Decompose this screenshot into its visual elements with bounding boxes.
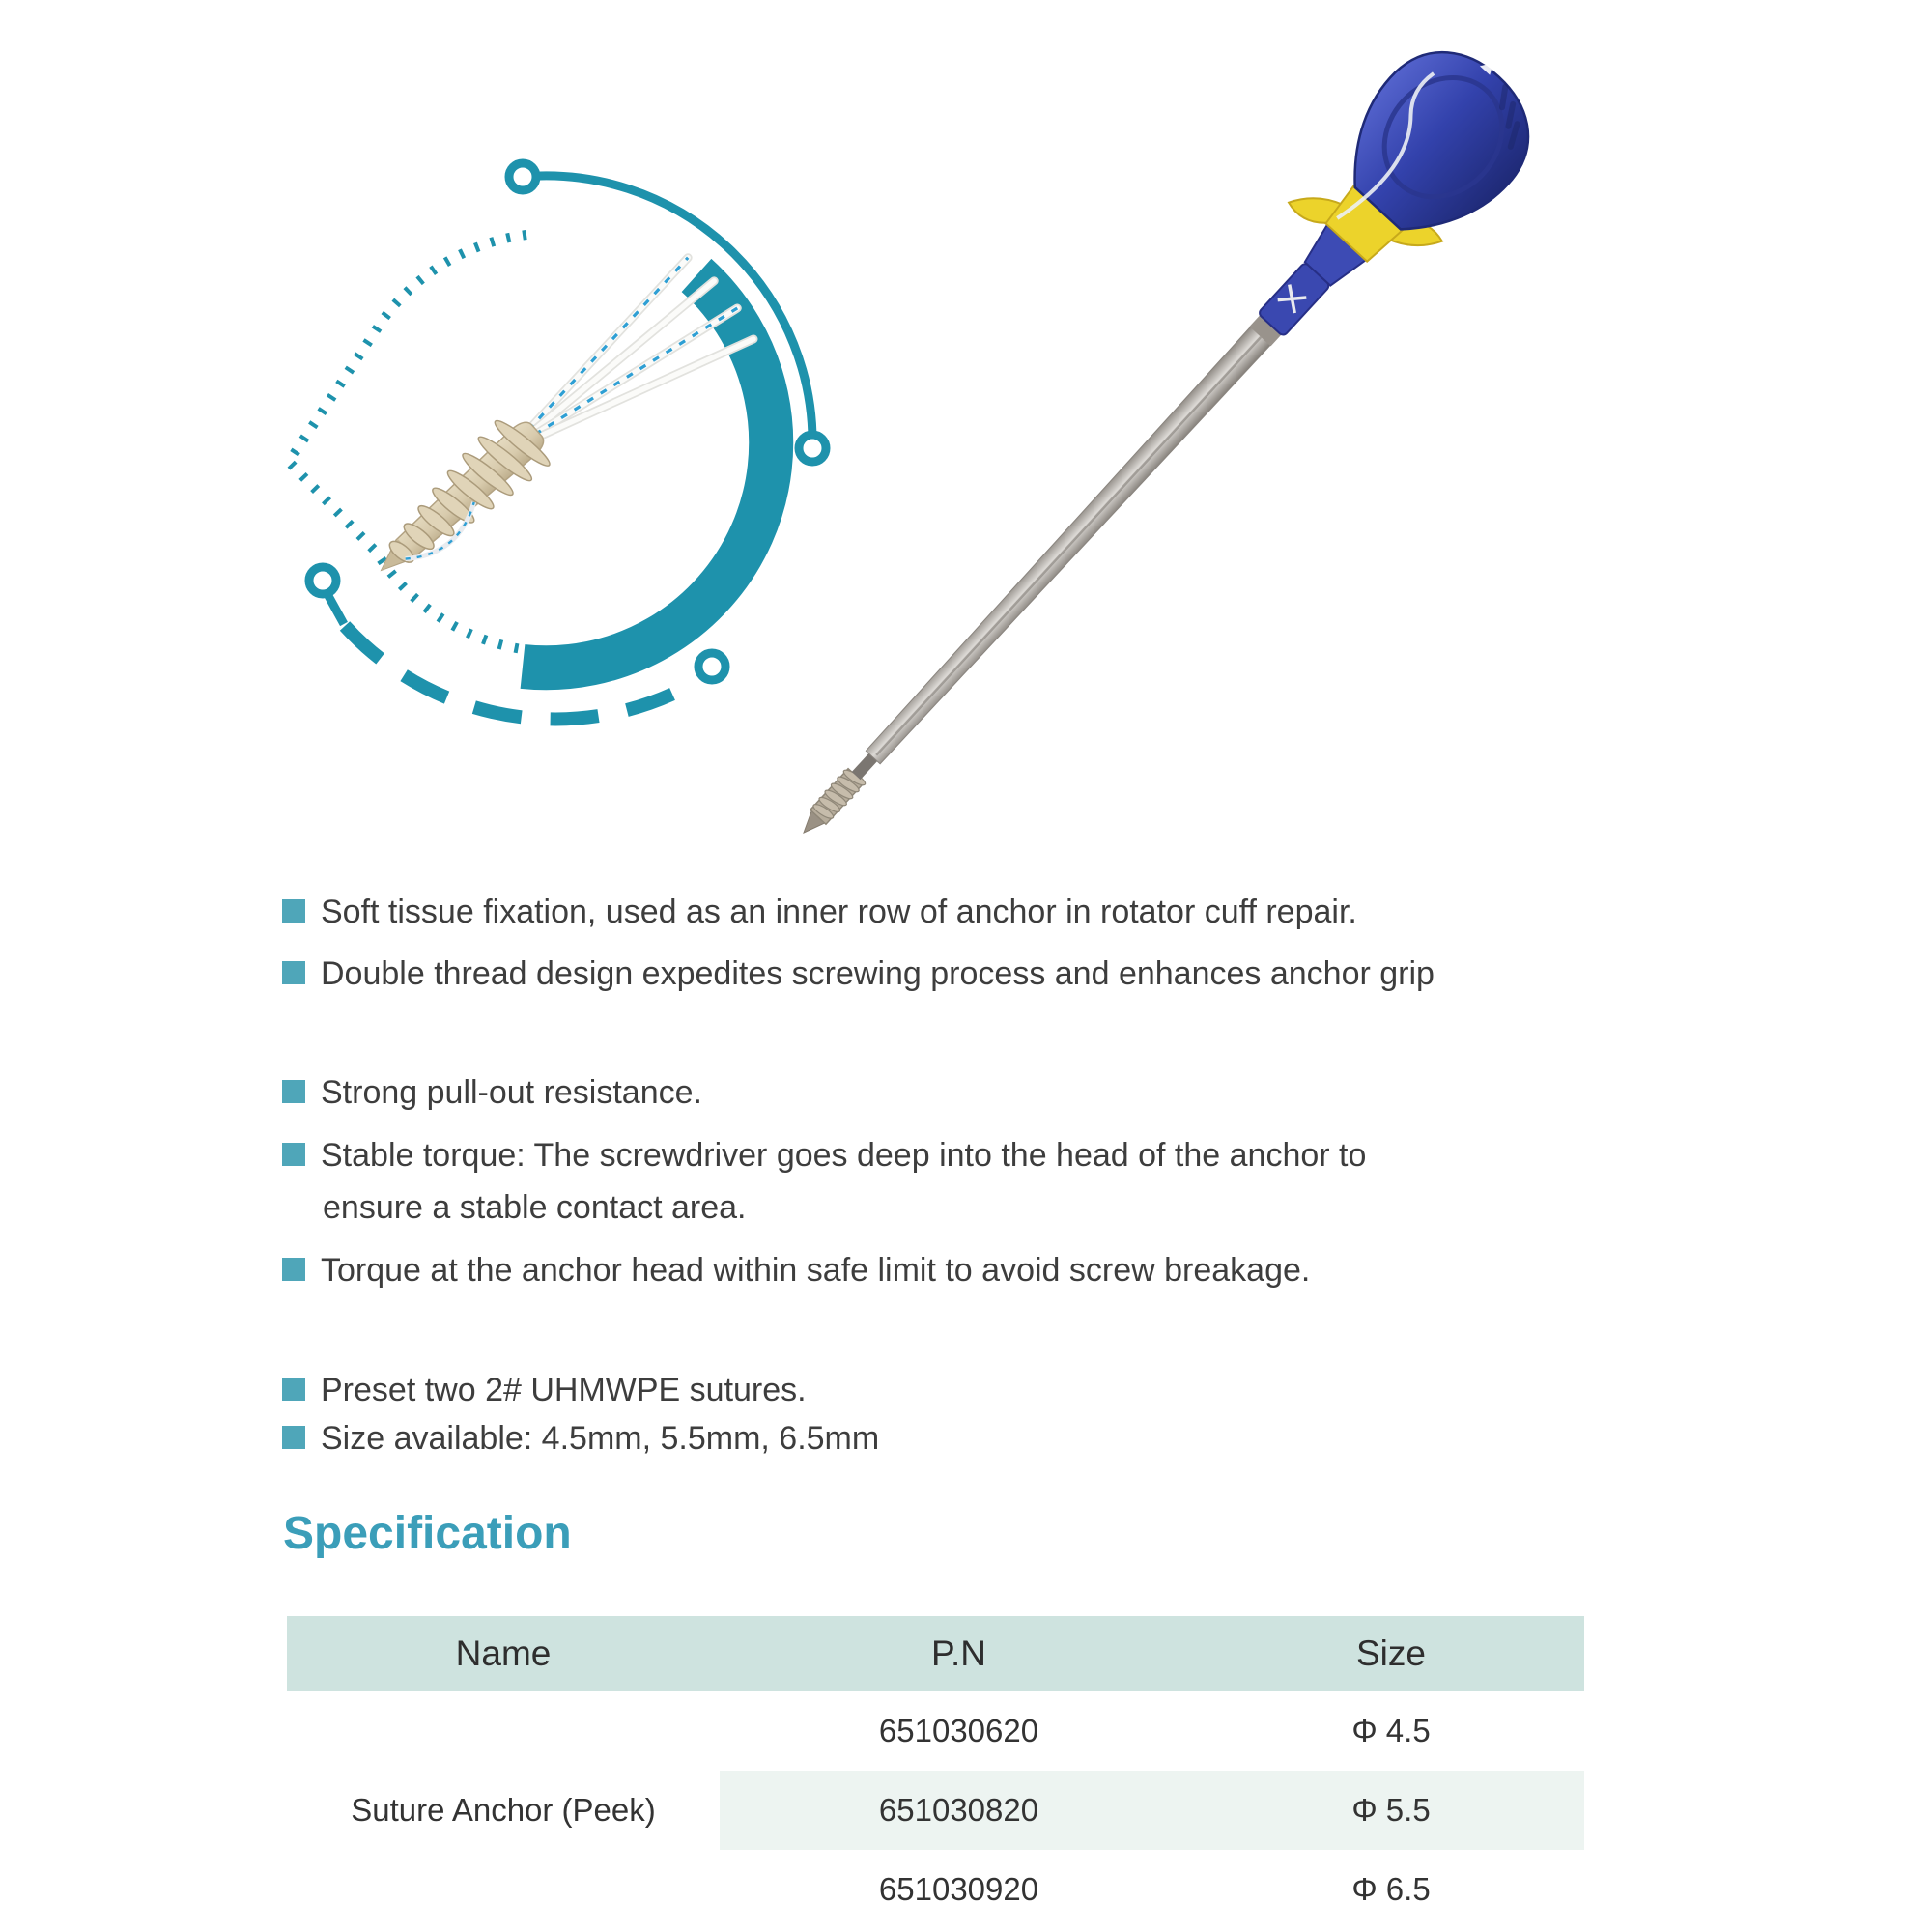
feature-text: Preset two 2# UHMWPE sutures. xyxy=(321,1372,807,1408)
feature-text: Double thread design expedites screwing process and enhances anchor grip xyxy=(321,955,1435,992)
inserter-shaft-seam xyxy=(876,337,1261,755)
specification-heading: Specification xyxy=(283,1508,572,1559)
hero-svg xyxy=(0,0,1932,879)
feature-row-continuation xyxy=(323,1186,747,1229)
size-cell: Φ 4.5 xyxy=(1198,1691,1584,1771)
suture-anchor-circle-graphic xyxy=(289,163,826,719)
pn-cell: 651030820 xyxy=(720,1771,1198,1850)
bullet-square-icon xyxy=(282,1258,305,1281)
specification-table xyxy=(287,1616,1584,1929)
feature-text: Torque at the anchor head within safe limit to avoid screw breakage. xyxy=(321,1252,1311,1289)
feature-row xyxy=(282,1249,1310,1292)
feature-row xyxy=(282,952,1435,995)
column-header-name: Name xyxy=(287,1616,720,1691)
feature-text: Strong pull-out resistance. xyxy=(321,1074,702,1111)
feature-text: Size available: 4.5mm, 5.5mm, 6.5mm xyxy=(321,1420,880,1457)
column-header-size: Size xyxy=(1198,1616,1584,1691)
node-ring-top xyxy=(509,163,536,190)
column-header-pn: P.N xyxy=(720,1616,1198,1691)
pn-cell: 651030920 xyxy=(720,1850,1198,1929)
pn-cell: 651030620 xyxy=(720,1691,1198,1771)
table-header-row xyxy=(287,1616,1584,1691)
bullet-square-icon xyxy=(282,1143,305,1166)
node-ring-bottom-right xyxy=(698,653,725,680)
bullet-square-icon xyxy=(282,1426,305,1449)
feature-row xyxy=(282,1134,1366,1177)
feature-text: Soft tissue fixation, used as an inner row of anchor in rotator cuff repair. xyxy=(321,894,1357,930)
size-cell: Φ 6.5 xyxy=(1198,1850,1584,1929)
feature-row xyxy=(282,1417,879,1460)
feature-text: Stable torque: The screwdriver goes deep into the head of the anchor to xyxy=(321,1137,1367,1174)
inserter-graphic xyxy=(746,18,1562,879)
node-ring-right xyxy=(799,435,826,462)
feature-row xyxy=(282,1071,702,1114)
bullet-square-icon xyxy=(282,899,305,923)
bullet-square-icon xyxy=(282,1378,305,1401)
bullet-square-icon xyxy=(282,1080,305,1103)
product-name-cell: Suture Anchor (Peek) xyxy=(287,1691,720,1929)
feature-row xyxy=(282,891,1357,933)
feature-text: ensure a stable contact area. xyxy=(323,1189,747,1226)
table-row xyxy=(287,1691,1584,1771)
bullet-square-icon xyxy=(282,961,305,984)
hero-illustrations xyxy=(0,0,1932,879)
feature-row xyxy=(282,1369,807,1411)
node-ring-bottom-left xyxy=(309,567,336,594)
size-cell: Φ 5.5 xyxy=(1198,1771,1584,1850)
